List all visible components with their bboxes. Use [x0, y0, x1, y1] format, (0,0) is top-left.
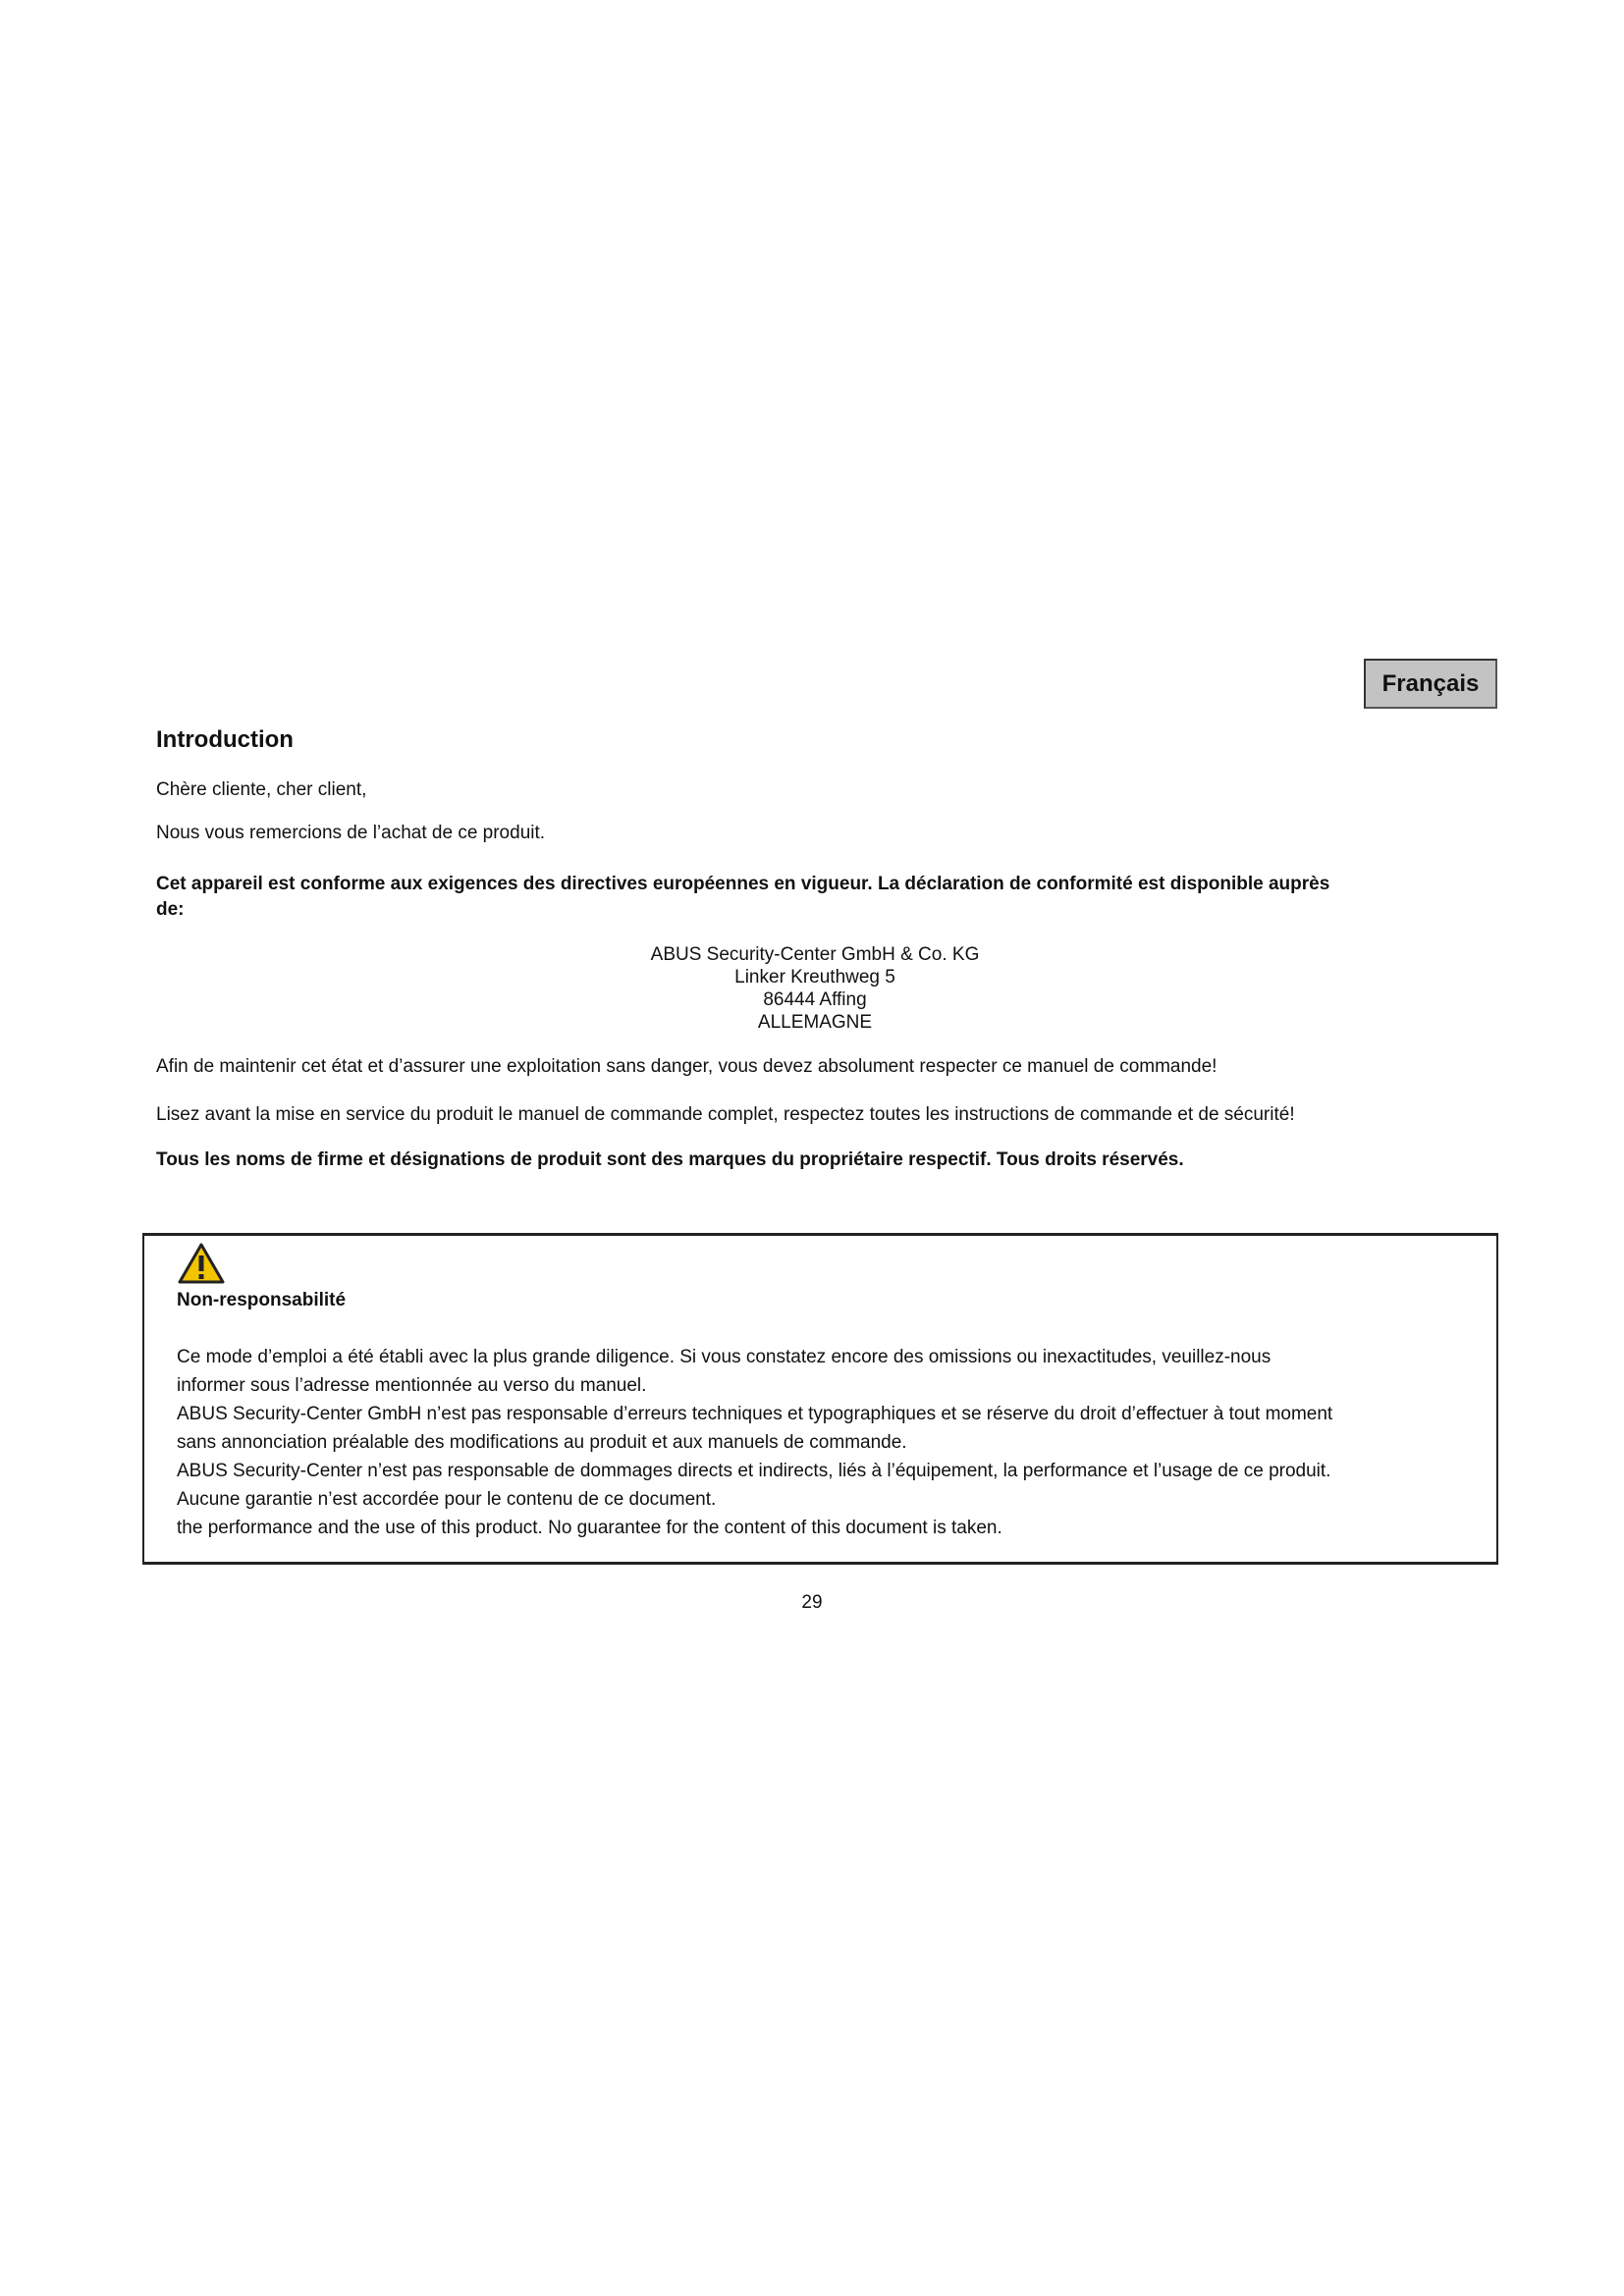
conformity-text	[156, 872, 1491, 923]
disclaimer-line: Aucune garantie n’est accordée pour le contenu de ce document.	[177, 1489, 717, 1510]
thanks-text: Nous vous remercions de l’achat de ce produit.	[156, 823, 546, 843]
greeting-text: Chère cliente, cher client,	[156, 779, 367, 800]
page-number: 29	[801, 1592, 823, 1613]
page-title: Introduction	[156, 726, 294, 753]
address-country: ALLEMAGNE	[757, 1012, 873, 1033]
conformity-line-2: de:	[156, 899, 185, 920]
warning-triangle-icon	[177, 1242, 226, 1285]
address-city: 86444 Affing	[763, 989, 867, 1010]
disclaimer-title: Non-responsabilité	[177, 1290, 347, 1310]
disclaimer-line: the performance and the use of this product. No guarantee for the content of this document is taken.	[177, 1518, 1002, 1538]
address-street: Linker Kreuthweg 5	[734, 967, 895, 988]
disclaimer-line: ABUS Security-Center n’est pas responsable de dommages directs et indirects, liés à l’équipement, la performance et l’usage de ce produit.	[177, 1461, 1331, 1481]
read-text: Lisez avant la mise en service du produit le manuel de commande complet, respectez toutes les instructions de commande et de sécurité!	[156, 1104, 1295, 1125]
disclaimer-text	[177, 1343, 1483, 1542]
disclaimer-line: sans annonciation préalable des modifications au produit et aux manuels de commande.	[177, 1432, 907, 1453]
address-block	[491, 943, 1139, 1034]
disclaimer-line: ABUS Security-Center GmbH n’est pas responsable d’erreurs techniques et typographiques et se réserve du droit d’effectuer à tout moment	[177, 1404, 1333, 1424]
language-label	[1364, 659, 1497, 709]
disclaimer-line: informer sous l’adresse mentionnée au verso du manuel.	[177, 1375, 647, 1396]
address-company: ABUS Security-Center GmbH & Co. KG	[650, 944, 980, 965]
language-label-text: Français	[1381, 669, 1480, 697]
conformity-line-1: Cet appareil est conforme aux exigences des directives européennes en vigueur. La déclaration de conformité est disponible auprès	[156, 874, 1330, 894]
maintain-text: Afin de maintenir cet état et d’assurer une exploitation sans danger, vous devez absolument respecter ce manuel de commande!	[156, 1056, 1218, 1077]
trademark-text: Tous les noms de firme et désignations de produit sont des marques du propriétaire respectif. Tous droits réservés.	[156, 1149, 1184, 1170]
disclaimer-line: Ce mode d’emploi a été établi avec la plus grande diligence. Si vous constatez encore des omissions ou inexactitudes, veuillez-nous	[177, 1347, 1272, 1367]
